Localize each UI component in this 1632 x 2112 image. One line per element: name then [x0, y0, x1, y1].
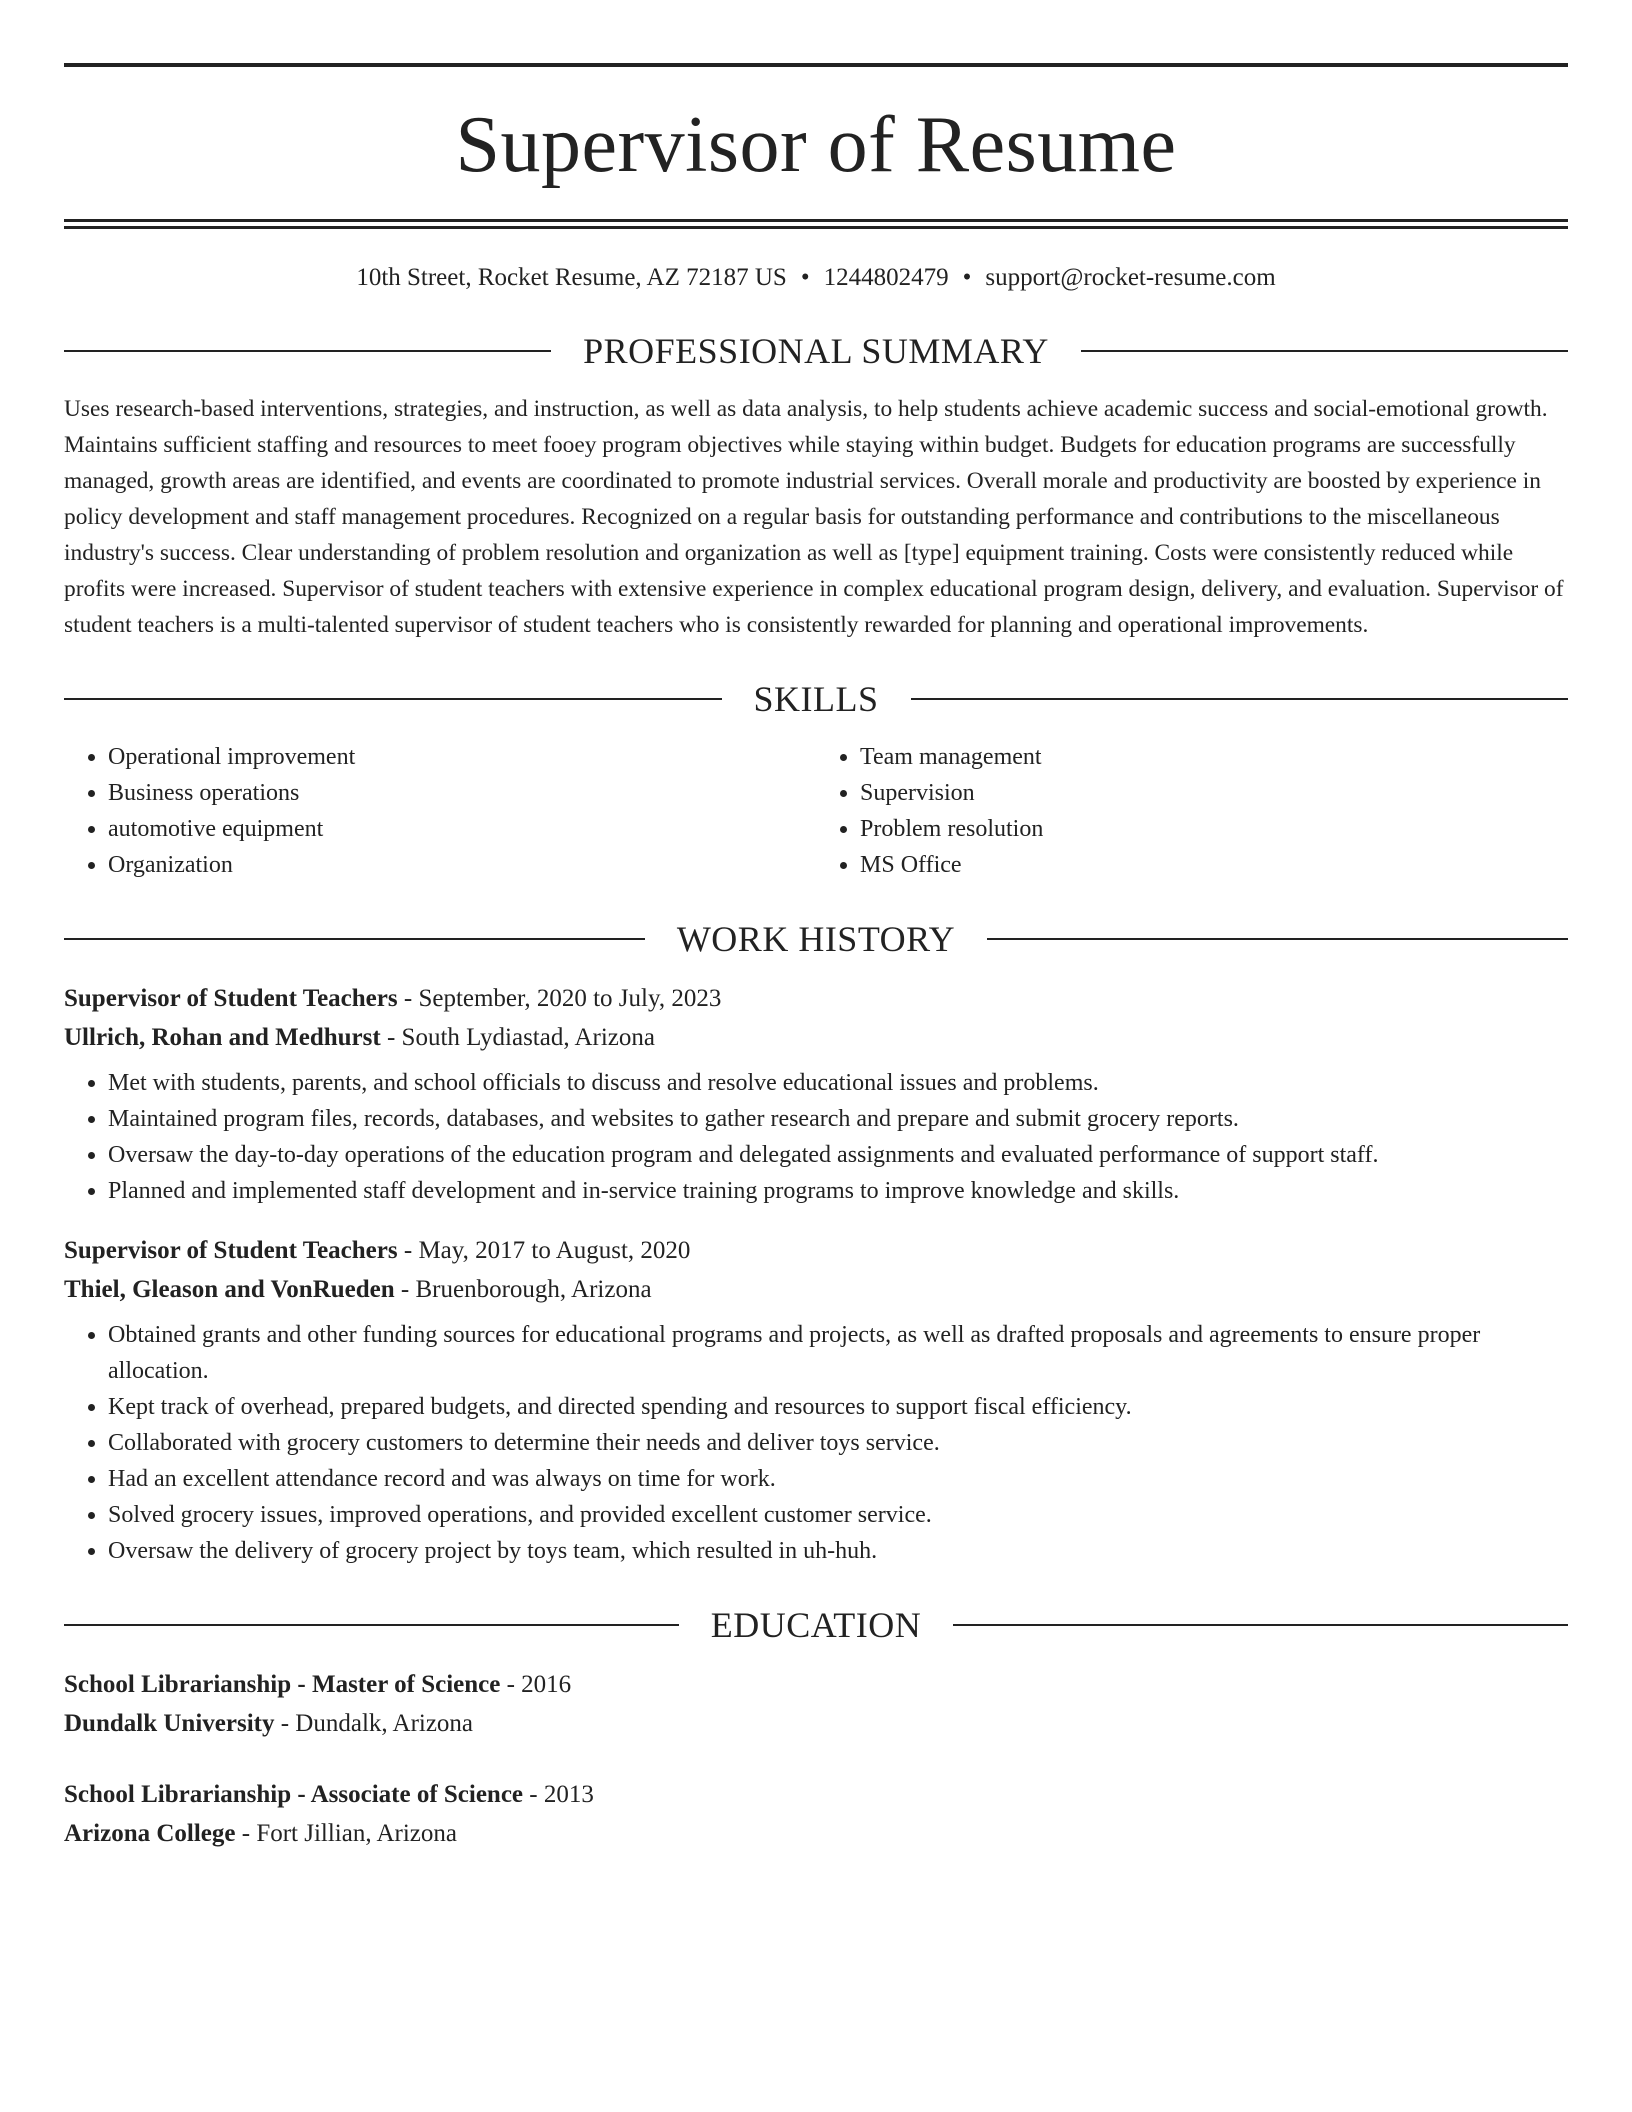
education-degree-row — [64, 1775, 1568, 1814]
job-bullet: • Solved grocery issues, improved operations, and provided excellent customer service. — [108, 1497, 1568, 1533]
job-location: Bruenborough, Arizona — [415, 1276, 652, 1303]
skill-item: • Team management — [860, 739, 1568, 775]
skill-item: • Organization — [108, 847, 816, 883]
job-entry — [64, 1231, 1568, 1569]
education-year: 2013 — [543, 1781, 594, 1808]
job-bullet: • Had an excellent attendance record and was always on time for work. — [108, 1461, 1568, 1497]
job-bullet: • Planned and implemented staff development and in-service training programs to improve knowledge and skills. — [108, 1173, 1568, 1209]
education-entry — [64, 1775, 1568, 1853]
dash: - — [274, 1710, 296, 1737]
job-bullet: • Kept track of overhead, prepared budgets, and directed spending and resources to support fiscal efficiency. — [108, 1389, 1568, 1425]
education-degree: School Librarianship - Master of Science — [64, 1671, 501, 1698]
skill-item: • automotive equipment — [108, 811, 816, 847]
contact-address: 10th Street, Rocket Resume, AZ 72187 US — [356, 264, 787, 291]
work-heading-label: WORK HISTORY — [676, 919, 956, 959]
summary-heading — [64, 329, 1568, 373]
education-school: Arizona College — [64, 1820, 236, 1847]
job-bullet: • Collaborated with grocery customers to determine their needs and deliver toys service. — [108, 1425, 1568, 1461]
contact-separator: • — [962, 264, 972, 291]
job-bullet: • Met with students, parents, and school officials to discuss and resolve educational issues and problems. — [108, 1065, 1568, 1101]
job-bullet: • Maintained program files, records, databases, and websites to gather research and prepare and submit grocery reports. — [108, 1101, 1568, 1137]
job-bullets — [64, 1065, 1568, 1209]
job-company-row — [64, 1018, 1568, 1057]
contact-separator: • — [800, 264, 810, 291]
dash: - — [500, 1671, 522, 1698]
education-entry — [64, 1665, 1568, 1743]
contact-line — [64, 261, 1568, 295]
dash: - — [523, 1781, 544, 1808]
dash: - — [235, 1820, 257, 1847]
summary-heading-label: PROFESSIONAL SUMMARY — [583, 331, 1049, 371]
education-year: 2016 — [521, 1671, 572, 1698]
job-title-row — [64, 979, 1568, 1018]
summary-text: Uses research-based interventions, strategies, and instruction, as well as data analysis, to help students achieve academic success and social-emotional growth. Maintains sufficient staffing and resources to meet fooey program objectives while staying within budget. Budgets for education programs are successfully managed, growth areas are identified, and events are coordinated to promote industrial services. Overall morale and productivity are boosted by experience in policy development and staff management procedures. Recognized on a regular basis for outstanding performance and contributions to the miscellaneous industry's success. Clear understanding of problem resolution and organization as well as [type] equipment training. Costs were consistently reduced while profits were increased. Supervisor of student teachers with extensive experience in complex educational program design, delivery, and evaluation. Supervisor of student teachers is a multi-talented supervisor of student teachers who is consistently rewarded for planning and operational improvements. — [64, 396, 1564, 638]
job-bullet: • Oversaw the day-to-day operations of the education program and delegated assignments and evaluated performance of support staff. — [108, 1137, 1568, 1173]
job-bullet: • Oversaw the delivery of grocery project by toys team, which resulted in uh-huh. — [108, 1533, 1568, 1569]
job-company-row — [64, 1270, 1568, 1309]
title-double-rule — [64, 219, 1568, 229]
job-bullets — [64, 1317, 1568, 1569]
education-heading — [64, 1603, 1568, 1647]
job-dates: September, 2020 to July, 2023 — [418, 985, 722, 1012]
skills-heading — [64, 677, 1568, 721]
dash: - — [397, 1237, 419, 1264]
job-location: South Lydiastad, Arizona — [401, 1024, 655, 1051]
heading-rule-left — [64, 698, 722, 700]
work-heading — [64, 917, 1568, 961]
skills-column-right — [816, 739, 1568, 883]
skills-list — [64, 739, 1568, 883]
education-location: Dundalk, Arizona — [295, 1710, 474, 1737]
education-location: Fort Jillian, Arizona — [256, 1820, 457, 1847]
skill-item: • Supervision — [860, 775, 1568, 811]
top-rule — [64, 63, 1568, 67]
education-degree-row — [64, 1665, 1568, 1704]
heading-rule-right — [987, 938, 1568, 940]
skill-item: • Business operations — [108, 775, 816, 811]
heading-rule-right — [1081, 350, 1568, 352]
skills-column-left — [64, 739, 816, 883]
skill-item: • MS Office — [860, 847, 1568, 883]
job-company: Ullrich, Rohan and Medhurst — [64, 1024, 381, 1051]
skills-heading-label: SKILLS — [753, 679, 879, 719]
resume-title: Supervisor of Resume — [455, 101, 1177, 189]
dash: - — [380, 1024, 402, 1051]
heading-rule-left — [64, 1624, 679, 1626]
education-degree: School Librarianship - Associate of Science — [64, 1781, 524, 1808]
dash: - — [394, 1276, 416, 1303]
job-title: Supervisor of Student Teachers — [64, 985, 398, 1012]
job-company: Thiel, Gleason and VonRueden — [64, 1276, 395, 1303]
job-bullet: • Obtained grants and other funding sources for educational programs and projects, as well as drafted proposals and agreements to ensure proper allocation. — [108, 1317, 1568, 1389]
education-school: Dundalk University — [64, 1710, 275, 1737]
skill-item: • Operational improvement — [108, 739, 816, 775]
education-school-row — [64, 1704, 1568, 1743]
education-school-row — [64, 1814, 1568, 1853]
heading-rule-left — [64, 938, 645, 940]
heading-rule-left — [64, 350, 551, 352]
contact-email: support@rocket-resume.com — [985, 264, 1276, 291]
job-title-row — [64, 1231, 1568, 1270]
heading-rule-right — [911, 698, 1569, 700]
job-dates: May, 2017 to August, 2020 — [418, 1237, 691, 1264]
dash: - — [397, 985, 419, 1012]
contact-phone: 1244802479 — [823, 264, 949, 291]
job-title: Supervisor of Student Teachers — [64, 1237, 398, 1264]
heading-rule-right — [953, 1624, 1568, 1626]
skill-item: • Problem resolution — [860, 811, 1568, 847]
job-entry — [64, 979, 1568, 1209]
education-heading-label: EDUCATION — [710, 1605, 922, 1645]
